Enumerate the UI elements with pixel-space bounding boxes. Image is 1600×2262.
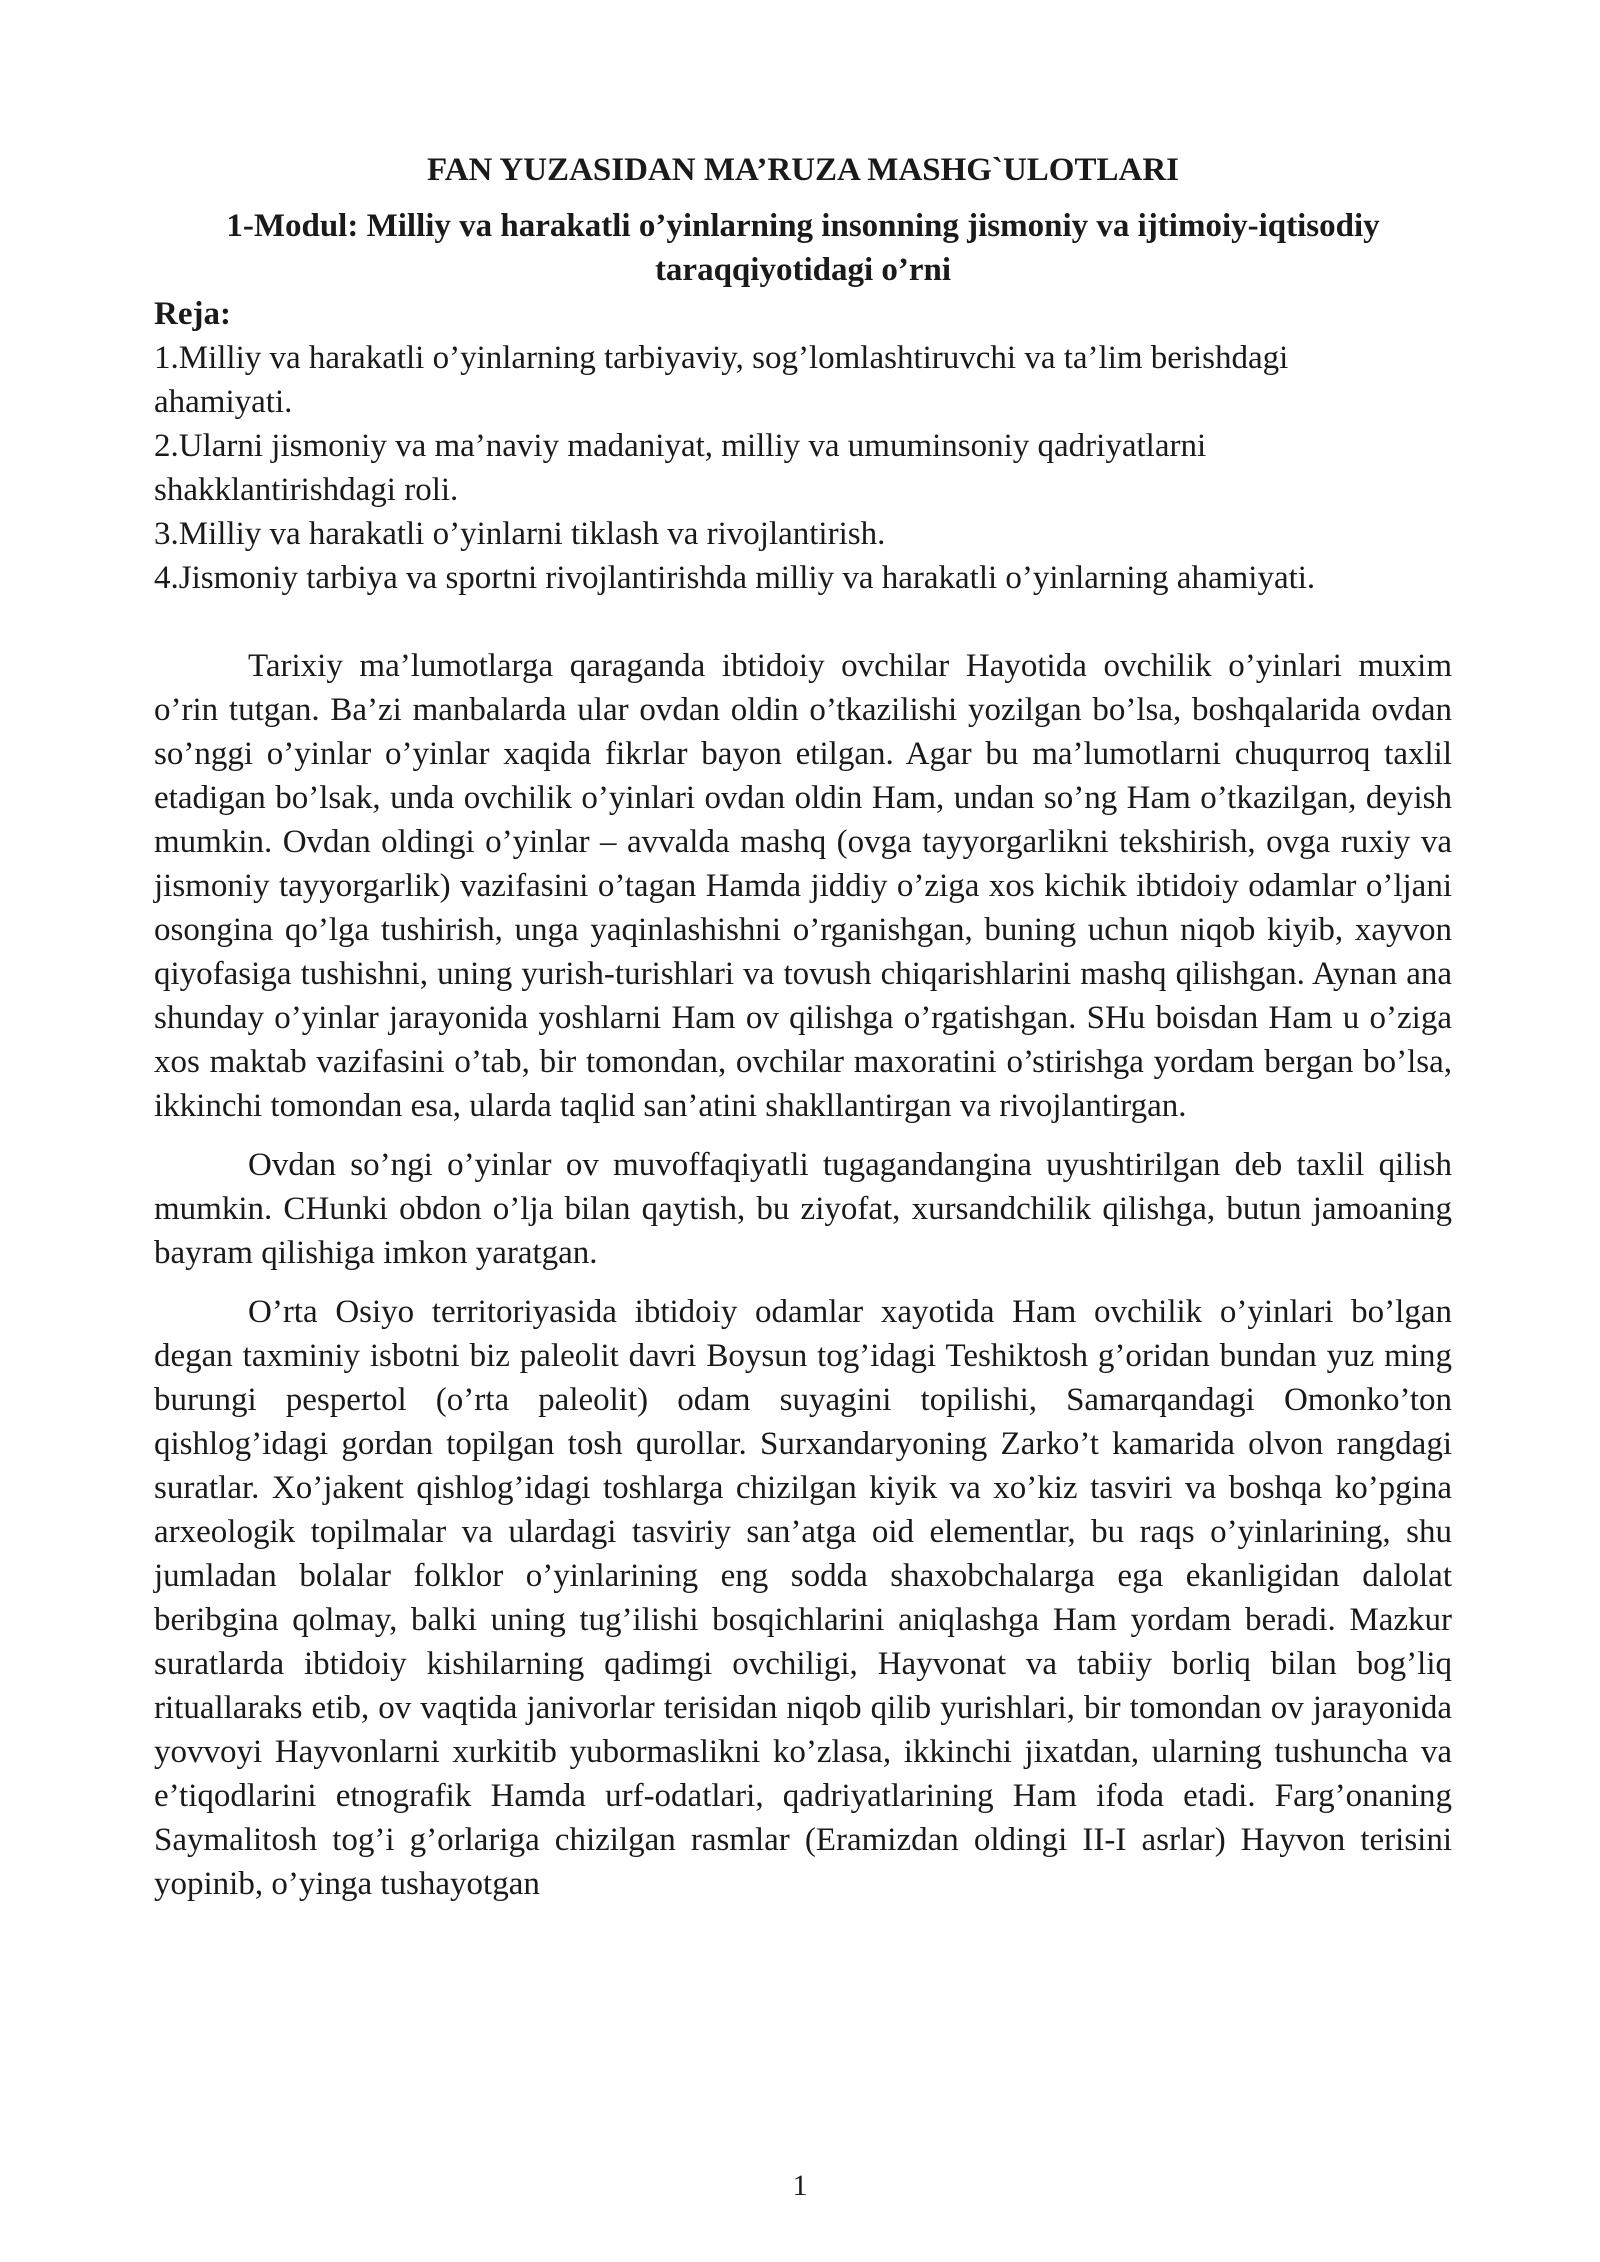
page-number: 1 xyxy=(792,2169,808,2202)
paragraph: Ovdan so’ngi o’yinlar ov muvoffaqiyatli tugagandangina uyushtirilgan deb taxlil qilish mumkin. CHunki obdon o’lja bilan qaytish, bu ziyofat, xursandchilik qilishga, butun jamoaning bayram qilishiga imkon yaratgan. xyxy=(154,1147,1452,1271)
module-heading: 1-Modul: Milliy va harakatli o’yinlarning insonning jismoniy va ijtimoiy-iqtisodiy taraqqiyotidagi o’rni xyxy=(226,208,1380,288)
body-text xyxy=(154,644,1452,1906)
document-page xyxy=(154,148,1452,1921)
plan-item: 1.Milliy va harakatli o’yinlarning tarbiyaviy, sog’lomlashtiruvchi va ta’lim berishdagi ahamiyati. xyxy=(154,340,1289,420)
page-title: FAN YUZASIDAN MA’RUZA MASHG`ULOTLARI xyxy=(427,152,1179,188)
plan-title: Reja: xyxy=(154,296,231,332)
plan-list xyxy=(154,336,1344,600)
plan-item: 3.Milliy va harakatli o’yinlarni tiklash va rivojlantirish. xyxy=(154,516,886,552)
plan-item: 2.Ularni jismoniy va ma’naviy madaniyat, milliy va umuminsoniy qadriyatlarni shakklantirishdagi roli. xyxy=(154,428,1207,508)
plan-item: 4.Jismoniy tarbiya va sportni rivojlantirishda milliy va harakatli o’yinlarning ahamiyati. xyxy=(154,560,1316,596)
paragraph: O’rta Osiyo territoriyasida ibtidoiy odamlar xayotida Ham ovchilik o’yinlari bo’lgan degan taxminiy isbotni biz paleolit davri Boysun tog’idagi Teshiktosh g’oridan bundan yuz ming burungi pespertol (o’rta paleolit) odam suyagini topilishi, Samarqandagi Omonko’ton qishlog’idagi gordan topilgan tosh qurollar. Surxandaryoning Zarko’t kamarida olvon rangdagi suratlar. Xo’jakent qishlog’idagi toshlarga chizilgan kiyik va xo’kiz tasviri va boshqa ko’pgina arxeologik topilmalar va ulardagi tasviriy san’atga oid elementlar, bu raqs o’yinlarining, shu jumladan bolalar folklor o’yinlarining eng sodda shaxobchalarga ega ekanligidan dalolat beribgina qolmay, balki uning tug’ilishi bosqichlarini aniqlashga Ham yordam beradi. Mazkur suratlarda ibtidoiy kishilarning qadimgi ovchiligi, Hayvonat va tabiiy borliq bilan bog’liq rituallaraks etib, ov vaqtida janivorlar terisidan niqob qilib yurishlari, bir tomondan ov jarayonida yovvoyi Hayvonlarni xurkitib yubormaslikni ko’zlasa, ikkinchi jixatdan, ularning tushuncha va e’tiqodlarini etnografik Hamda urf-odatlari, qadriyatlarining Ham ifoda etadi. Farg’onaning Saymalitosh tog’i g’orlariga chizilgan rasmlar (Eramizdan oldingi II-I asrlar) Hayvon terisini yopinib, o’yinga tushayotgan xyxy=(154,1294,1452,1902)
paragraph: Tarixiy ma’lumotlarga qaraganda ibtidoiy ovchilar Hayotida ovchilik o’yinlari muxim o’rin tutgan. Ba’zi manbalarda ular ovdan oldin o’tkazilishi yozilgan bo’lsa, boshqalarida ovdan so’nggi o’yinlar o’yinlar xaqida fikrlar bayon etilgan. Agar bu ma’lumotlarni chuqurroq taxlil etadigan bo’lsak, unda ovchilik o’yinlari ovdan oldin Ham, undan so’ng Ham o’tkazilgan, deyish mumkin. Ovdan oldingi o’yinlar – avvalda mashq (ovga tayyorgarlikni tekshirish, ovga ruxiy va jismoniy tayyorgarlik) vazifasini o’tagan Hamda jiddiy o’ziga xos kichik ibtidoiy odamlar o’ljani osongina qo’lga tushirish, unga yaqinlashishni o’rganishgan, buning uchun niqob kiyib, xayvon qiyofasiga tushishni, uning yurish-turishlari va tovush chiqarishlarini mashq qilishgan. Aynan ana shunday o’yinlar jarayonida yoshlarni Ham ov qilishga o’rgatishgan. SHu boisdan Ham u o’ziga xos maktab vazifasini o’tab, bir tomondan, ovchilar maxoratini o’stirishga yordam bergan bo’lsa, ikkinchi tomondan esa, ularda taqlid san’atini shakllantirgan va rivojlantirgan. xyxy=(154,648,1452,1124)
